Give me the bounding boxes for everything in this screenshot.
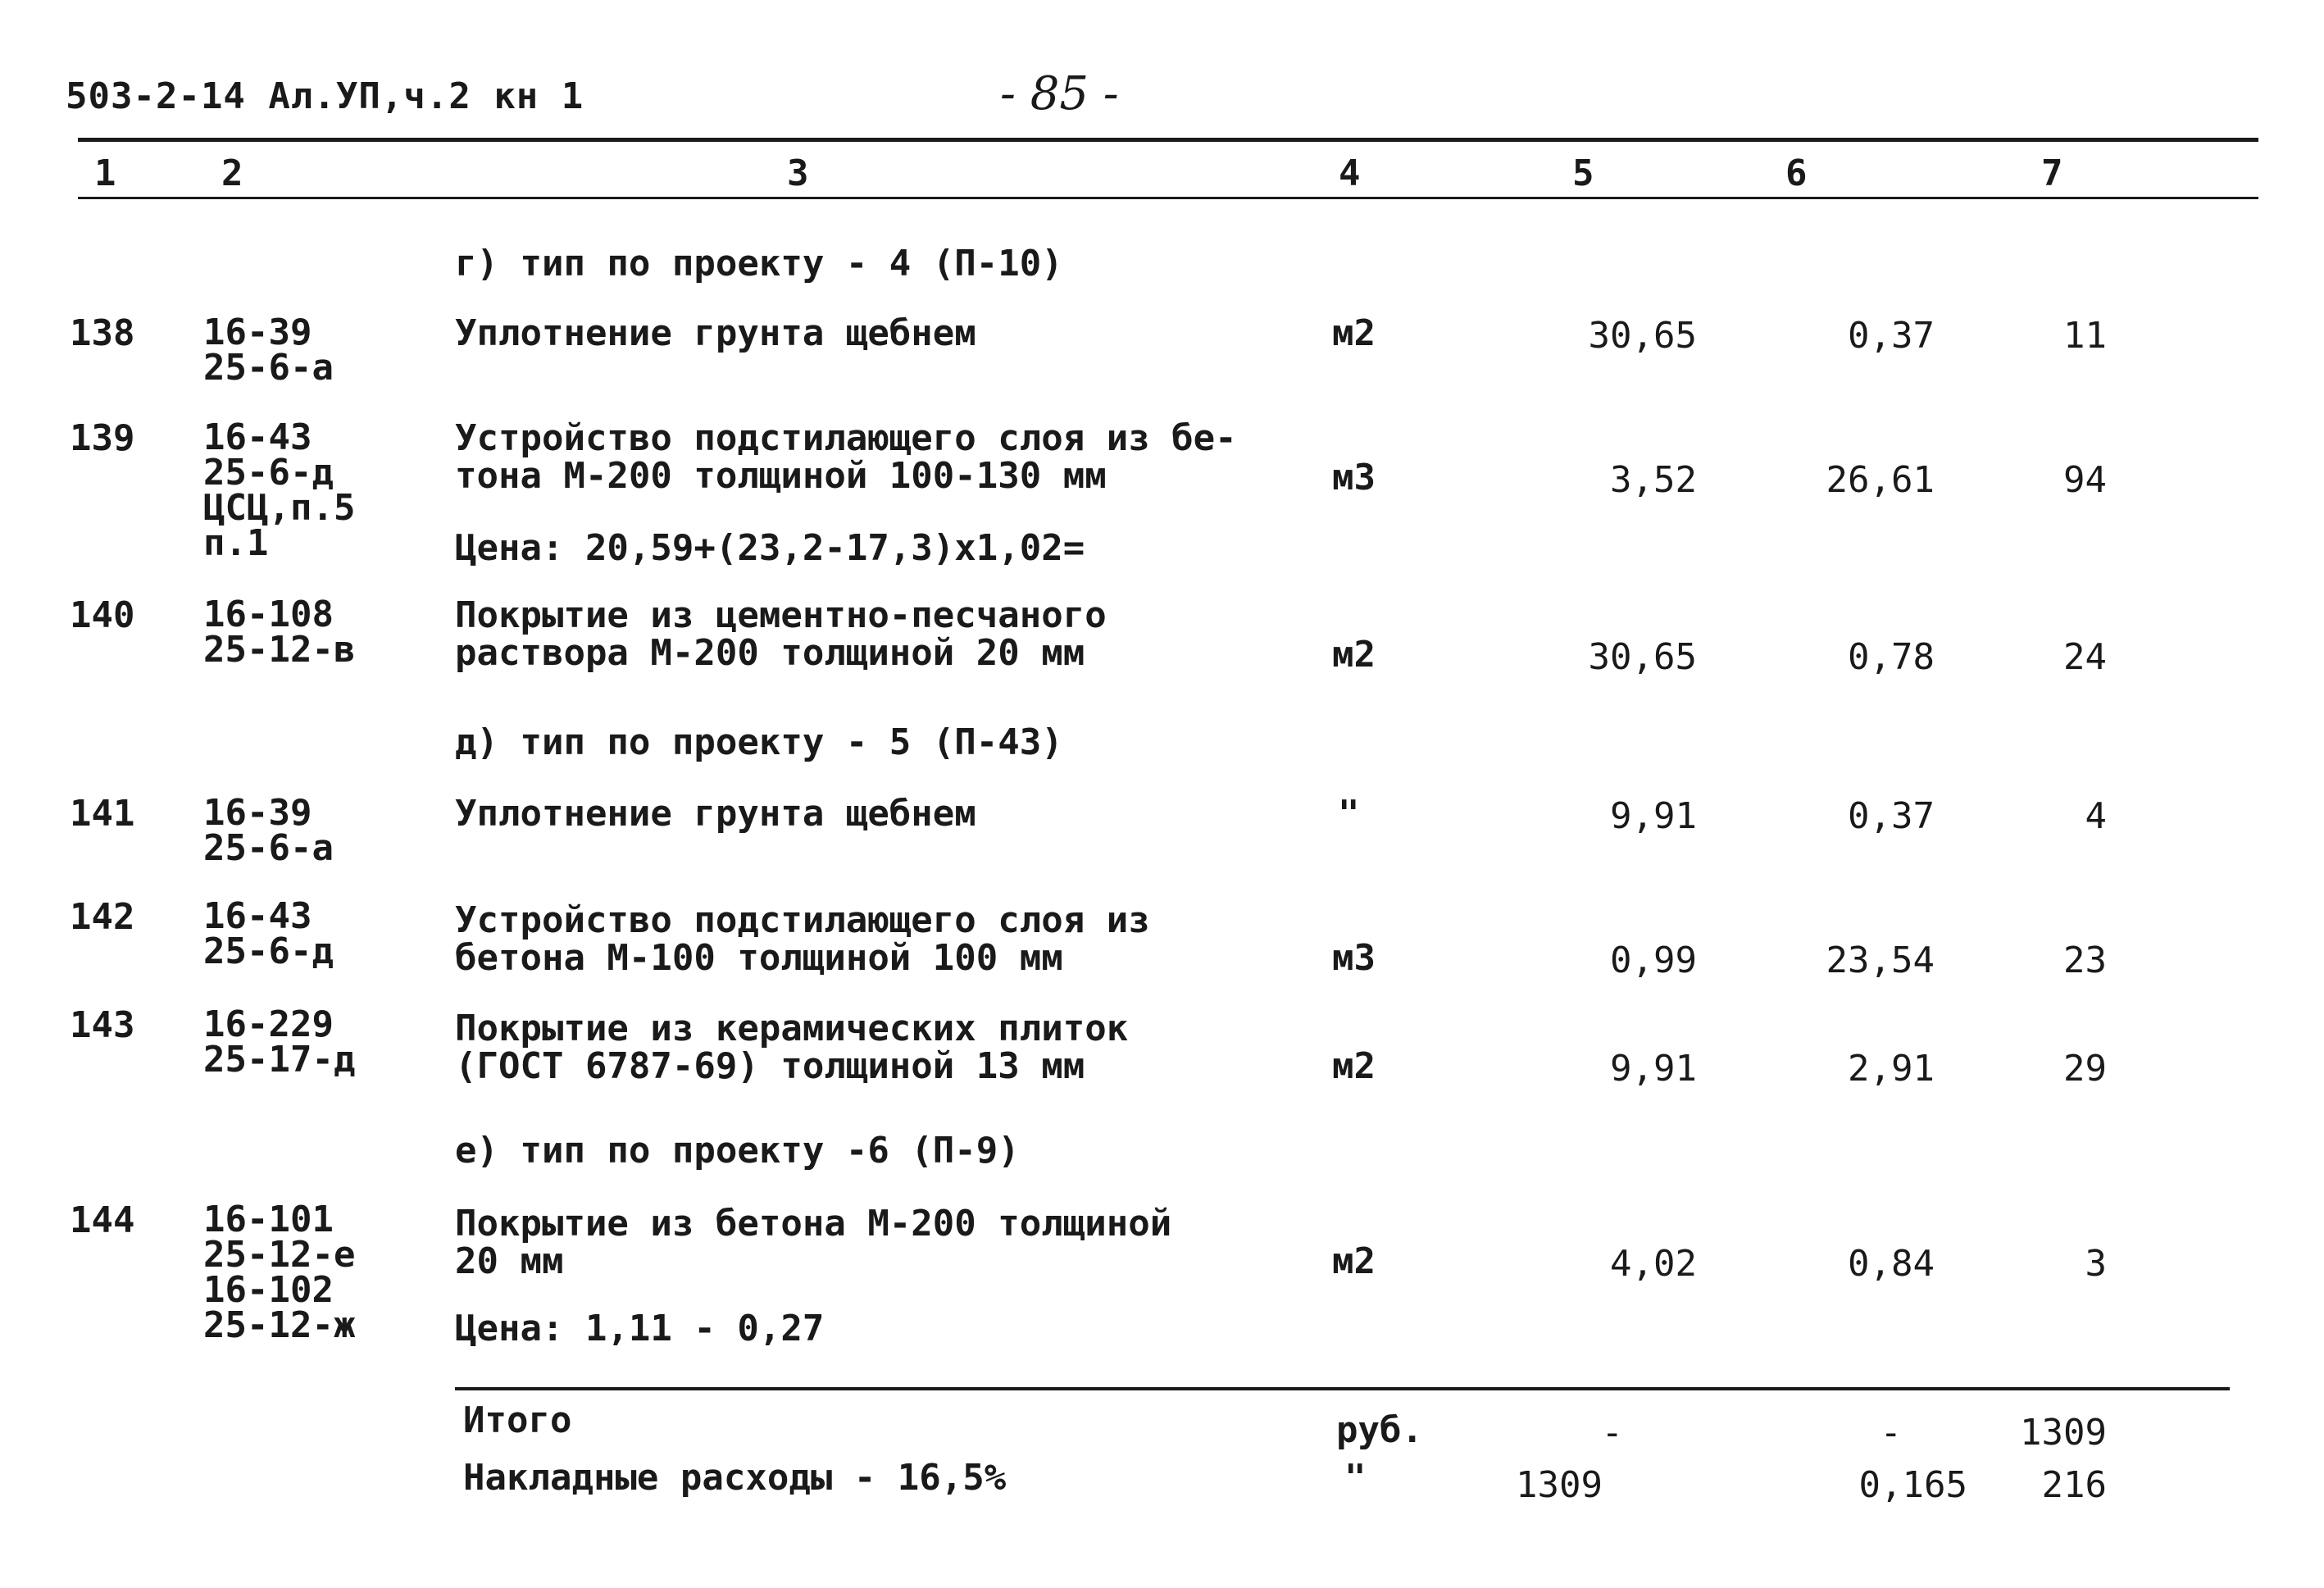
summary-price: 0,165 bbox=[1858, 1464, 1967, 1506]
unit: м2 bbox=[1332, 1240, 1376, 1282]
norm-code: 16-39 25-6-а bbox=[203, 312, 334, 389]
unit: м2 bbox=[1332, 634, 1376, 676]
summary-total: 1309 bbox=[2020, 1412, 2107, 1454]
column-header-1: 1 bbox=[94, 152, 116, 194]
work-description: Покрытие из бетона М-200 толщиной 20 мм bbox=[455, 1203, 1172, 1282]
row-number: 141 bbox=[70, 793, 135, 835]
price-note: Цена: 1,11 - 0,27 bbox=[455, 1308, 825, 1349]
norm-code: 16-229 25-17-д bbox=[203, 1003, 356, 1081]
unit: м2 bbox=[1332, 312, 1376, 354]
summary-quantity: - bbox=[1601, 1412, 1623, 1454]
quantity: 9,91 bbox=[1610, 1048, 1697, 1090]
quantity: 9,91 bbox=[1610, 795, 1697, 837]
unit-price: 0,78 bbox=[1848, 636, 1935, 678]
total-cost: 23 bbox=[2063, 940, 2107, 981]
page-number: - 85 - bbox=[1000, 67, 1119, 121]
quantity: 30,65 bbox=[1588, 636, 1697, 678]
unit-price: 26,61 bbox=[1826, 459, 1935, 501]
norm-code: 16-101 25-12-е 16-102 25-12-ж bbox=[203, 1199, 356, 1346]
quantity: 4,02 bbox=[1610, 1243, 1697, 1285]
summary-label: Накладные расходы - 16,5% bbox=[463, 1457, 1007, 1499]
total-cost: 11 bbox=[2063, 315, 2107, 357]
quantity: 3,52 bbox=[1610, 459, 1697, 501]
norm-code: 16-43 25-6-д bbox=[203, 895, 334, 972]
norm-code: 16-39 25-6-а bbox=[203, 792, 334, 869]
summary-unit: руб. bbox=[1336, 1409, 1423, 1451]
unit: м3 bbox=[1332, 457, 1376, 498]
row-number: 139 bbox=[70, 417, 135, 459]
quantity: 30,65 bbox=[1588, 315, 1697, 357]
summary-quantity: 1309 bbox=[1516, 1464, 1603, 1506]
unit-price: 0,37 bbox=[1848, 315, 1935, 357]
norm-code: 16-43 25-6-д ЦСЦ,п.5 п.1 bbox=[203, 416, 356, 564]
summary-unit: " bbox=[1344, 1457, 1367, 1499]
total-cost: 94 bbox=[2063, 459, 2107, 501]
document-code: 503-2-14 Ал.УП,ч.2 кн 1 bbox=[66, 75, 584, 117]
section-heading: е) тип по проекту -6 (П-9) bbox=[455, 1130, 1020, 1172]
quantity: 0,99 bbox=[1610, 940, 1697, 981]
unit: м3 bbox=[1332, 937, 1376, 979]
total-cost: 4 bbox=[2085, 795, 2107, 837]
price-note: Цена: 20,59+(23,2-17,3)х1,02= bbox=[455, 527, 1085, 569]
unit-price: 0,37 bbox=[1848, 795, 1935, 837]
work-description: Покрытие из цементно-песчаного раствора М-200 толщиной 20 мм bbox=[455, 594, 1107, 674]
totals-rule bbox=[455, 1387, 2230, 1390]
column-header-3: 3 bbox=[787, 152, 809, 194]
row-number: 143 bbox=[70, 1004, 135, 1046]
summary-label: Итого bbox=[463, 1399, 572, 1441]
work-description: Устройство подстилающего слоя из бетона М-100 толщиной 100 мм bbox=[455, 899, 1150, 979]
column-header-4: 4 bbox=[1339, 152, 1361, 194]
section-heading: г) тип по проекту - 4 (П-10) bbox=[455, 243, 1063, 284]
summary-price: - bbox=[1880, 1412, 1902, 1454]
unit: м2 bbox=[1332, 1045, 1376, 1087]
norm-code: 16-108 25-12-в bbox=[203, 594, 356, 671]
summary-total: 216 bbox=[2041, 1464, 2107, 1506]
unit: " bbox=[1338, 793, 1360, 835]
work-description: Покрытие из керамических плиток (ГОСТ 6787-69) толщиной 13 мм bbox=[455, 1008, 1129, 1087]
column-header-2: 2 bbox=[221, 152, 243, 194]
unit-price: 2,91 bbox=[1848, 1048, 1935, 1090]
table-top-rule bbox=[78, 138, 2258, 142]
work-description: Уплотнение грунта щебнем bbox=[455, 312, 976, 354]
row-number: 142 bbox=[70, 896, 135, 938]
work-description: Устройство подстилающего слоя из бе- тона М-200 толщиной 100-130 мм bbox=[455, 417, 1237, 497]
total-cost: 24 bbox=[2063, 636, 2107, 678]
row-number: 144 bbox=[70, 1199, 135, 1241]
unit-price: 23,54 bbox=[1826, 940, 1935, 981]
work-description: Уплотнение грунта щебнем bbox=[455, 793, 976, 835]
column-header-5: 5 bbox=[1572, 152, 1594, 194]
row-number: 140 bbox=[70, 594, 135, 636]
total-cost: 29 bbox=[2063, 1048, 2107, 1090]
total-cost: 3 bbox=[2085, 1243, 2107, 1285]
table-header-bottom-rule bbox=[78, 197, 2258, 199]
column-header-6: 6 bbox=[1785, 152, 1808, 194]
unit-price: 0,84 bbox=[1848, 1243, 1935, 1285]
row-number: 138 bbox=[70, 312, 135, 354]
column-header-7: 7 bbox=[2041, 152, 2063, 194]
section-heading: д) тип по проекту - 5 (П-43) bbox=[455, 721, 1063, 763]
